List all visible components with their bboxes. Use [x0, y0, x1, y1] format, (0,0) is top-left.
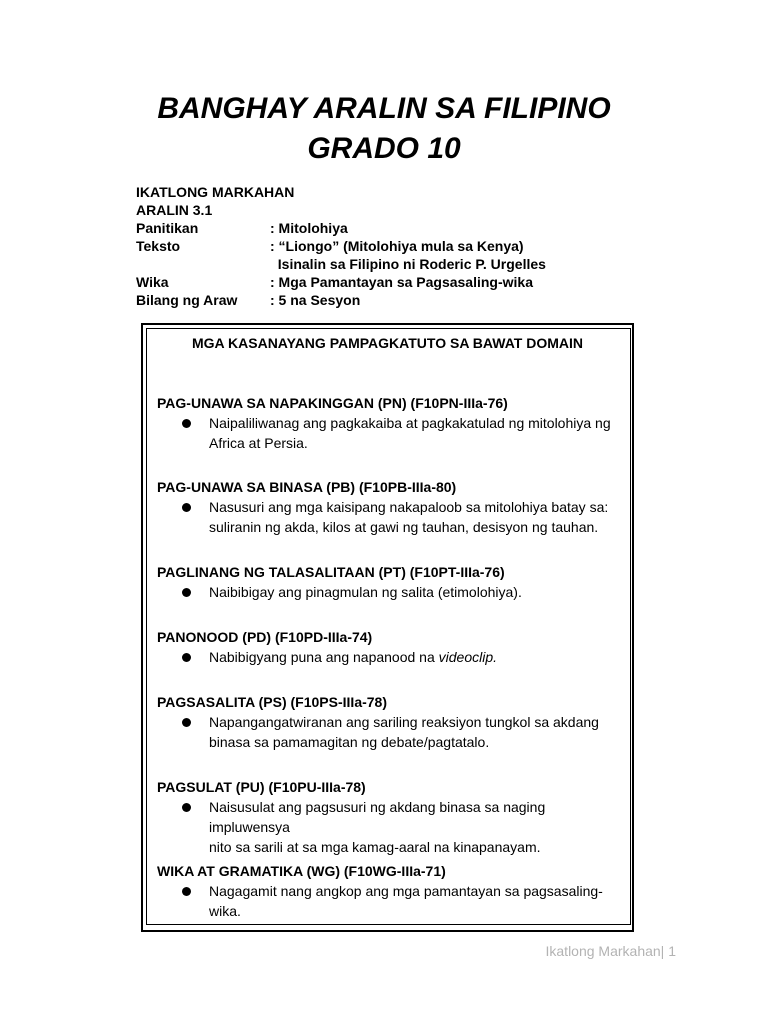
bullet-icon: [182, 718, 191, 727]
competency-item: Naibibigay ang pinagmulan ng salita (etimolohiya).: [157, 582, 627, 602]
domain-title: PAG-UNAWA SA NAPAKINGGAN (PN) (F10PN-IIIa-76): [157, 395, 508, 411]
domain-pn: [157, 393, 627, 453]
competency-item: Naipaliliwanag ang pagkakaiba at pagkakatulad ng mitolohiya ng Africa at Persia.: [157, 413, 627, 453]
bullet-icon: [182, 419, 191, 428]
domain-pu: [157, 777, 627, 857]
domain-title: PAG-UNAWA SA BINASA (PB) (F10PB-IIIa-80): [157, 479, 457, 495]
domain-title: PAGSULAT (PU) (F10PU-IIIa-78): [157, 779, 366, 795]
domain-ps: [157, 692, 627, 752]
competency-item: Nasusuri ang mga kaisipang nakapaloob sa mitolohiya batay sa: suliranin ng akda, kilos at gawi ng tauhan, desisyon ng tauhan.: [157, 497, 627, 537]
bullet-icon: [182, 503, 191, 512]
domain-title: PANONOOD (PD) (F10PD-IIIa-74): [157, 629, 373, 645]
competency-item: Nagagamit nang angkop ang mga pamantayan sa pagsasaling- wika.: [157, 881, 627, 921]
competency-item: Napangangatwiranan ang sariling reaksiyon tungkol sa akdang binasa sa pamamagitan ng debate/pagtatalo.: [157, 712, 627, 752]
competency-item: Naisusulat ang pagsusuri ng akdang binasa sa naging impluwensya nito sa sarili at sa mga kamag-aaral na kinapanayam.: [157, 797, 627, 857]
bullet-icon: [182, 588, 191, 597]
domain-pt: [157, 562, 627, 602]
document-title: BANGHAY ARALIN SA FILIPINO: [157, 92, 611, 125]
bullet-icon: [182, 887, 191, 896]
domain-wg: [157, 861, 627, 921]
page-footer: Ikatlong Markahan| 1: [545, 943, 676, 959]
domain-pd: [157, 627, 627, 667]
competency-item: Nabibigyang puna ang napanood na videoclip.: [157, 647, 627, 667]
domain-title: PAGSASALITA (PS) (F10PS-IIIa-78): [157, 694, 387, 710]
competencies-heading: MGA KASANAYANG PAMPAGKATUTO SA BAWAT DOMAIN: [192, 335, 583, 351]
domain-title: PAGLINANG NG TALASALITAAN (PT) (F10PT-IIIa-76): [157, 564, 505, 580]
domain-title: WIKA AT GRAMATIKA (WG) (F10WG-IIIa-71): [157, 863, 446, 879]
bullet-icon: [182, 653, 191, 662]
bullet-icon: [182, 803, 191, 812]
domain-pb: [157, 477, 627, 537]
document-subtitle: GRADO 10: [307, 132, 461, 165]
